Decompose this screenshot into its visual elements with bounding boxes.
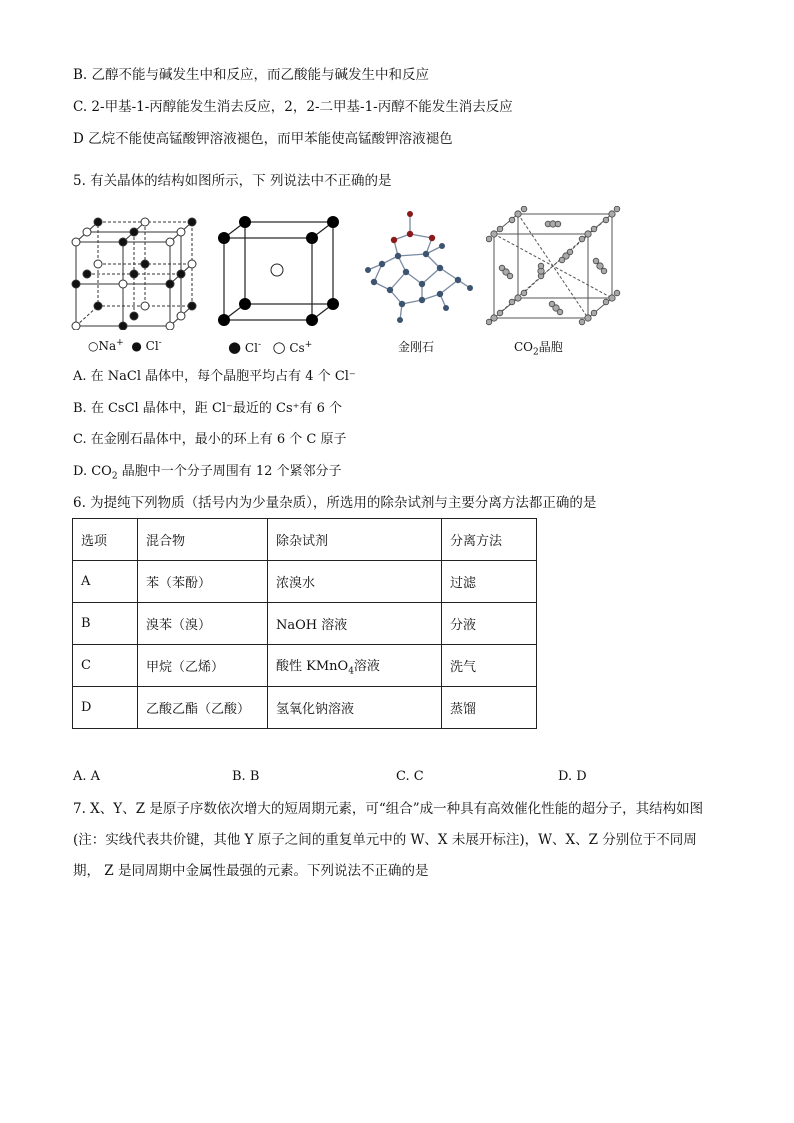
q6-stem: 6. 为提纯下列物质（括号内为少量杂质），所选用的除杂试剂与主要分离方法都正确的是 — [73, 495, 597, 511]
q5-option-c: C. 在金刚石晶体中，最小的环上有 6 个 C 原子 — [73, 432, 347, 447]
table-row — [73, 603, 537, 645]
co2-crystal-figure — [486, 206, 622, 328]
q5-option-a: A. 在 NaCl 晶体中，每个晶胞平均占有 4 个 Cl⁻ — [73, 369, 356, 384]
mixture-cell: 乙酸乙酯（乙酸） — [138, 687, 268, 729]
q6-table — [72, 518, 537, 729]
option-cell: D — [73, 687, 138, 729]
table-row — [73, 645, 537, 687]
method-cell: 过滤 — [442, 561, 537, 603]
header-cell: 选项 — [73, 519, 138, 561]
open-circle-icon: ○ — [272, 338, 286, 356]
q6-answer-c: C. C — [396, 769, 424, 784]
reagent-cell: 浓溴水 — [268, 561, 442, 603]
open-circle-icon: ○ — [88, 339, 99, 353]
co2-caption: $CO_2$晶胞 — [514, 340, 563, 358]
mixture-cell: 溴苯（溴） — [138, 603, 268, 645]
q6-answer-d: D. D — [558, 769, 587, 784]
header-cell: 除杂试剂 — [268, 519, 442, 561]
method-cell: 分液 — [442, 603, 537, 645]
mixture-cell: 甲烷（乙烯） — [138, 645, 268, 687]
q4-option-c: C. 2-甲基-1-丙醇能发生消去反应，2，2-二甲基-1-丙醇不能发生消去反应 — [73, 99, 513, 115]
q5-option-b: B. 在 CsCl 晶体中，距 Cl⁻最近的 Cs⁺有 6 个 — [73, 401, 343, 416]
q5-option-d: D. $CO_2$ 晶胞中一个分子周围有 12 个紧邻分子 — [73, 464, 342, 482]
cscl-legend: ● Cl- ○ Cs+ — [228, 338, 313, 356]
mixture-cell: 苯（苯酚） — [138, 561, 268, 603]
q4-option-b: B. 乙醇不能与碱发生中和反应，而乙酸能与碱发生中和反应 — [73, 67, 430, 83]
table-row — [73, 687, 537, 729]
header-cell: 混合物 — [138, 519, 268, 561]
reagent-cell: 氢氧化钠溶液 — [268, 687, 442, 729]
option-cell: C — [73, 645, 138, 687]
reagent-cell: 酸性 KMnO$_4$溶液 — [268, 645, 442, 687]
table-row — [73, 561, 537, 603]
table-header-row — [73, 519, 537, 561]
q4-option-d: D 乙烷不能使高锰酸钾溶液褪色，而甲苯能使高锰酸钾溶液褪色 — [73, 131, 453, 147]
method-cell: 蒸馏 — [442, 687, 537, 729]
q6-answer-b: B. B — [232, 769, 260, 784]
q7-line-1: 7. X、Y、Z 是原子序数依次增大的短周期元素，可“组合”成一种具有高效催化性能的超分子，其结构如图 — [73, 801, 704, 817]
diamond-caption: 金刚石 — [398, 340, 435, 354]
q7-line-2: (注：实线代表共价键，其他 Y 原子之间的重复单元中的 W、X 未展开标注)，W、X、Z 分别位于不同周 — [73, 832, 697, 848]
q5-stem: 5. 有关晶体的结构如图所示，下 列说法中不正确的是 — [73, 173, 392, 189]
reagent-cell: NaOH 溶液 — [268, 603, 442, 645]
filled-circle-icon: ● — [228, 338, 242, 356]
filled-circle-icon: ● — [131, 339, 142, 353]
header-cell: 分离方法 — [442, 519, 537, 561]
q7-line-3: 期， Z 是同周期中金属性最强的元素。下列说法不正确的是 — [73, 863, 429, 879]
cscl-crystal-figure — [212, 212, 347, 327]
nacl-crystal-figure — [68, 212, 198, 330]
option-cell: A — [73, 561, 138, 603]
diamond-crystal-figure — [362, 208, 477, 326]
q6-answer-a: A. A — [73, 769, 101, 784]
nacl-legend: ○Na+ ● Cl- — [88, 338, 162, 353]
option-cell: B — [73, 603, 138, 645]
method-cell: 洗气 — [442, 645, 537, 687]
